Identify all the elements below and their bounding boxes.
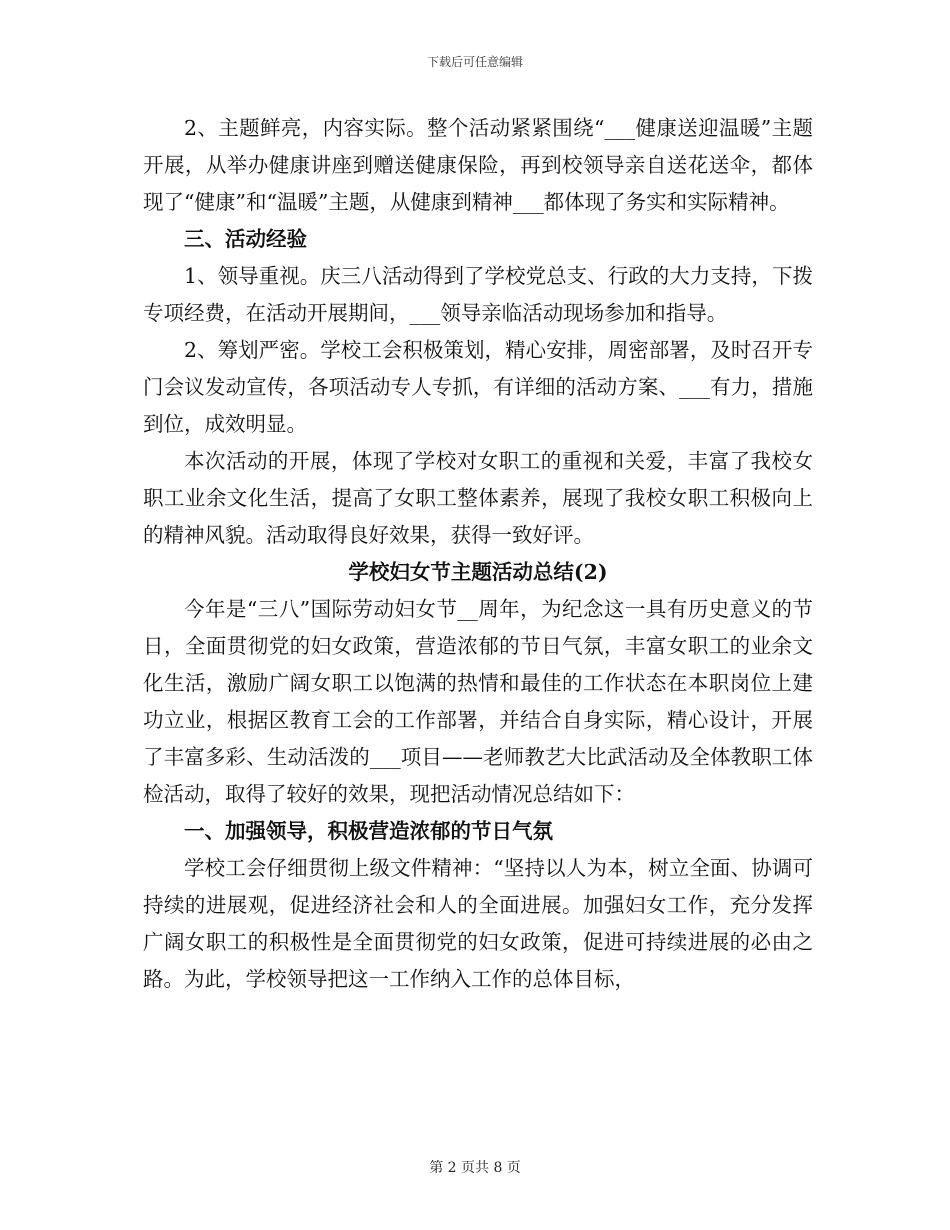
paragraph-planning: 2、筹划严密。学校工会积极策划，精心安排，周密部署，及时召开专门会议发动宣传，各项活动专人专抓，有详细的活动方案、___有力，措施到位，成效明显。 <box>143 338 813 436</box>
paragraph-intro: 今年是“三八”国际劳动妇女节__周年，为纪念这一具有历史意义的节日，全面贯彻党的妇女政策，营造浓郁的节日气氛，丰富女职工的业余文化生活，激励广阔女职工以饱满的热情和最佳的工作状态在本职岗位上建功立业，根据区教育工会的工作部署，并结合自身实际，精心设计，开展了丰富多彩、生动活泼的___项目——老师教艺大比武活动及全体教职工体检活动，取得了较好的效果，现把活动情况总结如下： <box>143 597 813 806</box>
document-subtitle: 学校妇女节主题活动总结(2) <box>348 560 608 584</box>
page-footer: 第 2 页共 8 页 <box>429 1160 521 1176</box>
section-heading-leadership: 一、加强领导，积极营造浓郁的节日气氛 <box>184 819 553 843</box>
document-body <box>143 110 813 998</box>
section-heading-experience: 三、活动经验 <box>184 227 307 251</box>
paragraph-conclusion: 本次活动的开展，体现了学校对女职工的重视和关爱，丰富了我校女职工业余文化生活，提高了女职工整体素养，展现了我校女职工积极向上的精神风貌。活动取得良好效果，获得一致好评。 <box>143 449 813 547</box>
paragraph-theme: 2、主题鲜亮，内容实际。整个活动紧紧围绕“___健康送迎温暖”主题开展，从举办健康讲座到赠送健康保险，再到校领导亲自送花送伞，都体现了“健康”和“温暖”主题，从健康到精神___都体现了务实和实际精神。 <box>143 116 813 214</box>
paragraph-leadership: 1、领导重视。庆三八活动得到了学校党总支、行政的大力支持，下拨专项经费，在活动开展期间，___领导亲临活动现场参加和指导。 <box>143 264 813 325</box>
paragraph-policy: 学校工会仔细贯彻上级文件精神：“坚持以人为本，树立全面、协调可持续的进展观，促进经济社会和人的全面进展。加强妇女工作，充分发挥广阔女职工的积极性是全面贯彻党的妇女政策，促进可持续进展的必由之路。为此，学校领导把这一工作纳入工作的总体目标， <box>143 856 813 991</box>
page-header: 下载后可任意编辑 <box>426 55 523 69</box>
